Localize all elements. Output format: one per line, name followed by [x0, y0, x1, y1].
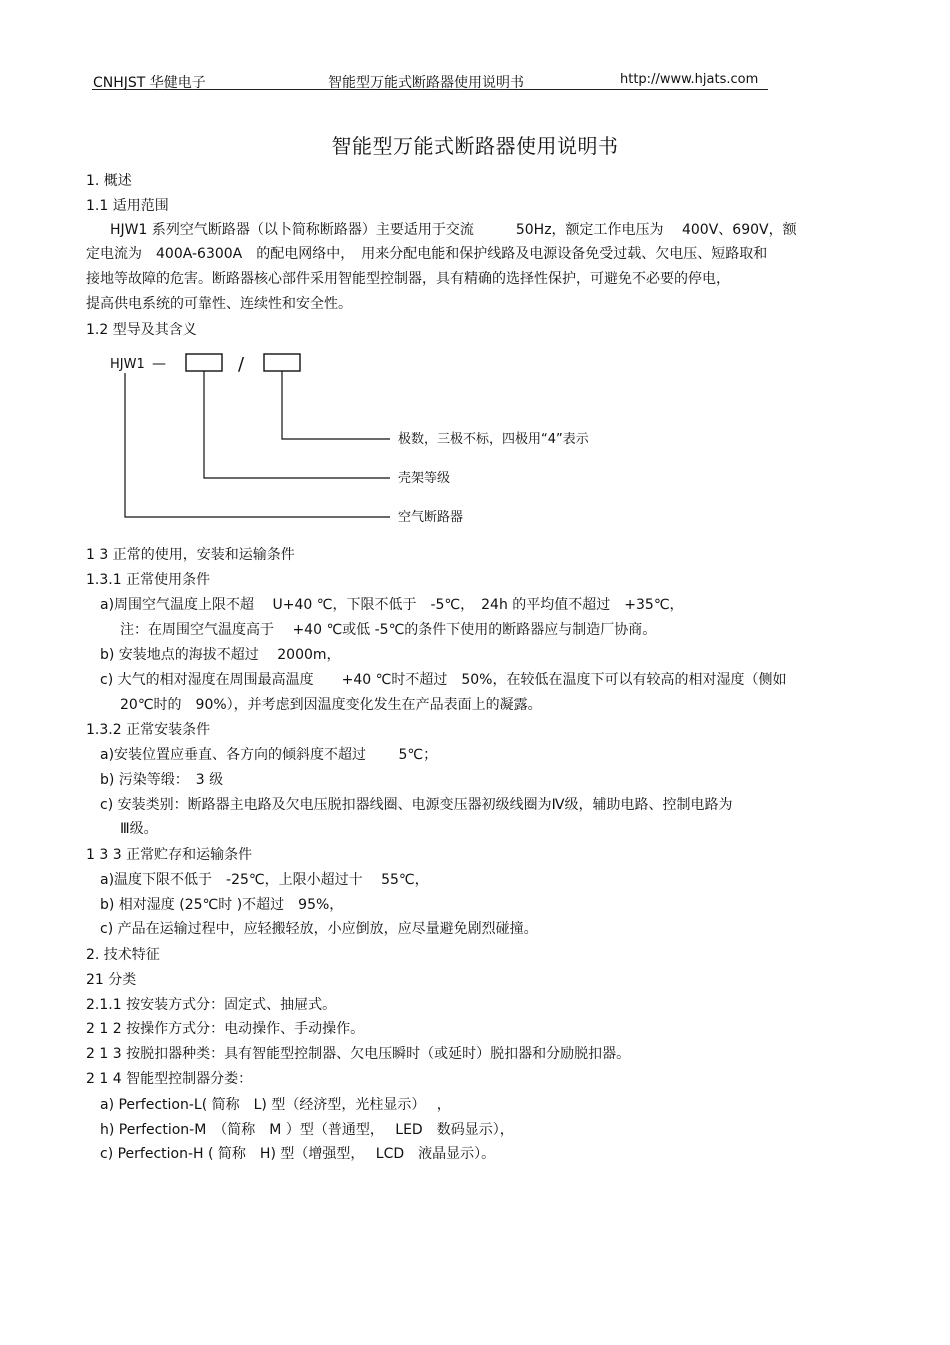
list-item-continuation: 20℃时的 90%），并考虑到因温度变化发生在产品表面上的凝露。	[120, 697, 542, 713]
note-line: 注：在周围空气温度高于 +40 ℃或低 -5℃的条件下使用的断路器应与制造厂协商。	[120, 622, 657, 638]
type-label: 空气断路器	[398, 510, 464, 525]
page-title: 智能型万能式断路器使用说明书	[331, 134, 619, 158]
type-leader-line	[125, 373, 390, 517]
section-1-3-2-heading: 1.3.2 正常安装条件	[86, 722, 211, 738]
list-item-continuation: Ⅲ级。	[120, 821, 158, 837]
list-item: b) 相对湿度 (25℃时 )不超过 95%，	[100, 897, 344, 913]
header-right: http://www.hjats.com	[620, 72, 759, 87]
header-rule	[92, 89, 768, 90]
dash-glyph: —	[152, 356, 166, 372]
poles-label: 极数，三极不标，四极用“4”表示	[398, 432, 589, 447]
list-item: c) 安装类别：断路器主电路及欠电压脱扣器线圈、电源变压器初级线圈为Ⅳ级，辅助电路、控制电路为	[100, 797, 733, 813]
section-1-1-heading: 1.1 适用范围	[86, 198, 169, 214]
frame-grade-box	[186, 354, 222, 371]
paragraph-line: 接地等故障的危害。断路器核心部件采用智能型控制器，具有精确的选择性保护，可避免不必要的停电，	[86, 271, 730, 287]
frame-label: 壳架等级	[398, 471, 451, 486]
list-item: a) Perfection-L( 简称 L) 型（经济型，光柱显示） ，	[100, 1097, 451, 1113]
section-2-1-heading: 21 分类	[86, 972, 137, 988]
clause-line: 2 1 4 智能型控制器分娄：	[86, 1071, 253, 1087]
section-1-3-heading: 1 3 正常的使用，安装和运输条件	[86, 547, 295, 563]
header-left: CNHJST 华健电子	[93, 75, 206, 91]
list-item: b) 安装地点的海拔不超过 2000m，	[100, 647, 341, 663]
paragraph-line: 定电流为 400A-6300A 的配电网络中， 用来分配电能和保护线路及电源设备免受过载、欠电压、短路取和	[86, 246, 768, 262]
poles-box	[264, 354, 300, 371]
list-item: c) 大气的相对湿度在周围最高温度 +40 ℃时不超过 50%，在较低在温度下可以有较高的相对湿度（侧如	[100, 672, 787, 688]
section-1-3-1-heading: 1.3.1 正常使用条件	[86, 572, 211, 588]
list-item: a)温度下限不低于 -25℃，上限小超过十 55℃，	[100, 872, 429, 888]
section-2-heading: 2. 技术特征	[86, 947, 160, 963]
frame-leader-line	[204, 371, 390, 478]
header-center: 智能型万能式断路器使用说明书	[328, 75, 524, 91]
model-code: HJW1	[110, 357, 145, 372]
clause-line: 2 1 3 按脱扣器种类：具有智能型控制器、欠电压瞬时（或延时）脱扣器和分励脱扣器。	[86, 1046, 631, 1062]
list-item: b) 污染等缎： 3 级	[100, 772, 224, 788]
clause-line: 2.1.1 按安装方式分：固定式、抽屉式。	[86, 997, 337, 1013]
list-item: c) 产品在运输过程中，应轻搬轻放，小应倒放，应尽量避免剧烈碰撞。	[100, 921, 538, 937]
section-1-3-3-heading: 1 3 3 正常贮存和运输条件	[86, 847, 253, 863]
list-item: a)安装位置应垂直、各方向的倾斜度不超过 5℃；	[100, 747, 438, 763]
clause-line: 2 1 2 按操作方式分：电动操作、手动操作。	[86, 1021, 365, 1037]
poles-leader-line	[282, 371, 390, 439]
list-item: a)周围空气温度上限不超 U+40 ℃，下限不低于 -5℃， 24h 的平均值不超过 +35℃，	[100, 597, 684, 613]
model-designation-diagram	[100, 348, 620, 530]
list-item: h) Perfection-M （简称 M ）型（普通型， LED 数码显示），	[100, 1122, 514, 1138]
paragraph-line: 提高供电系统的可靠性、连续性和安全性。	[86, 296, 352, 312]
paragraph-line: HJW1 系列空气断路器（以卜简称断路器）主要适用于交流 50Hz，额定工作电压为 400V、690V，额	[110, 222, 797, 238]
section-1-2-heading: 1.2 型导及其含义	[86, 322, 197, 338]
slash-glyph: /	[238, 354, 245, 375]
section-1-heading: 1. 概述	[86, 173, 132, 189]
list-item: c) Perfection-H ( 简称 H) 型（增强型， LCD 液晶显示）。	[100, 1146, 496, 1162]
